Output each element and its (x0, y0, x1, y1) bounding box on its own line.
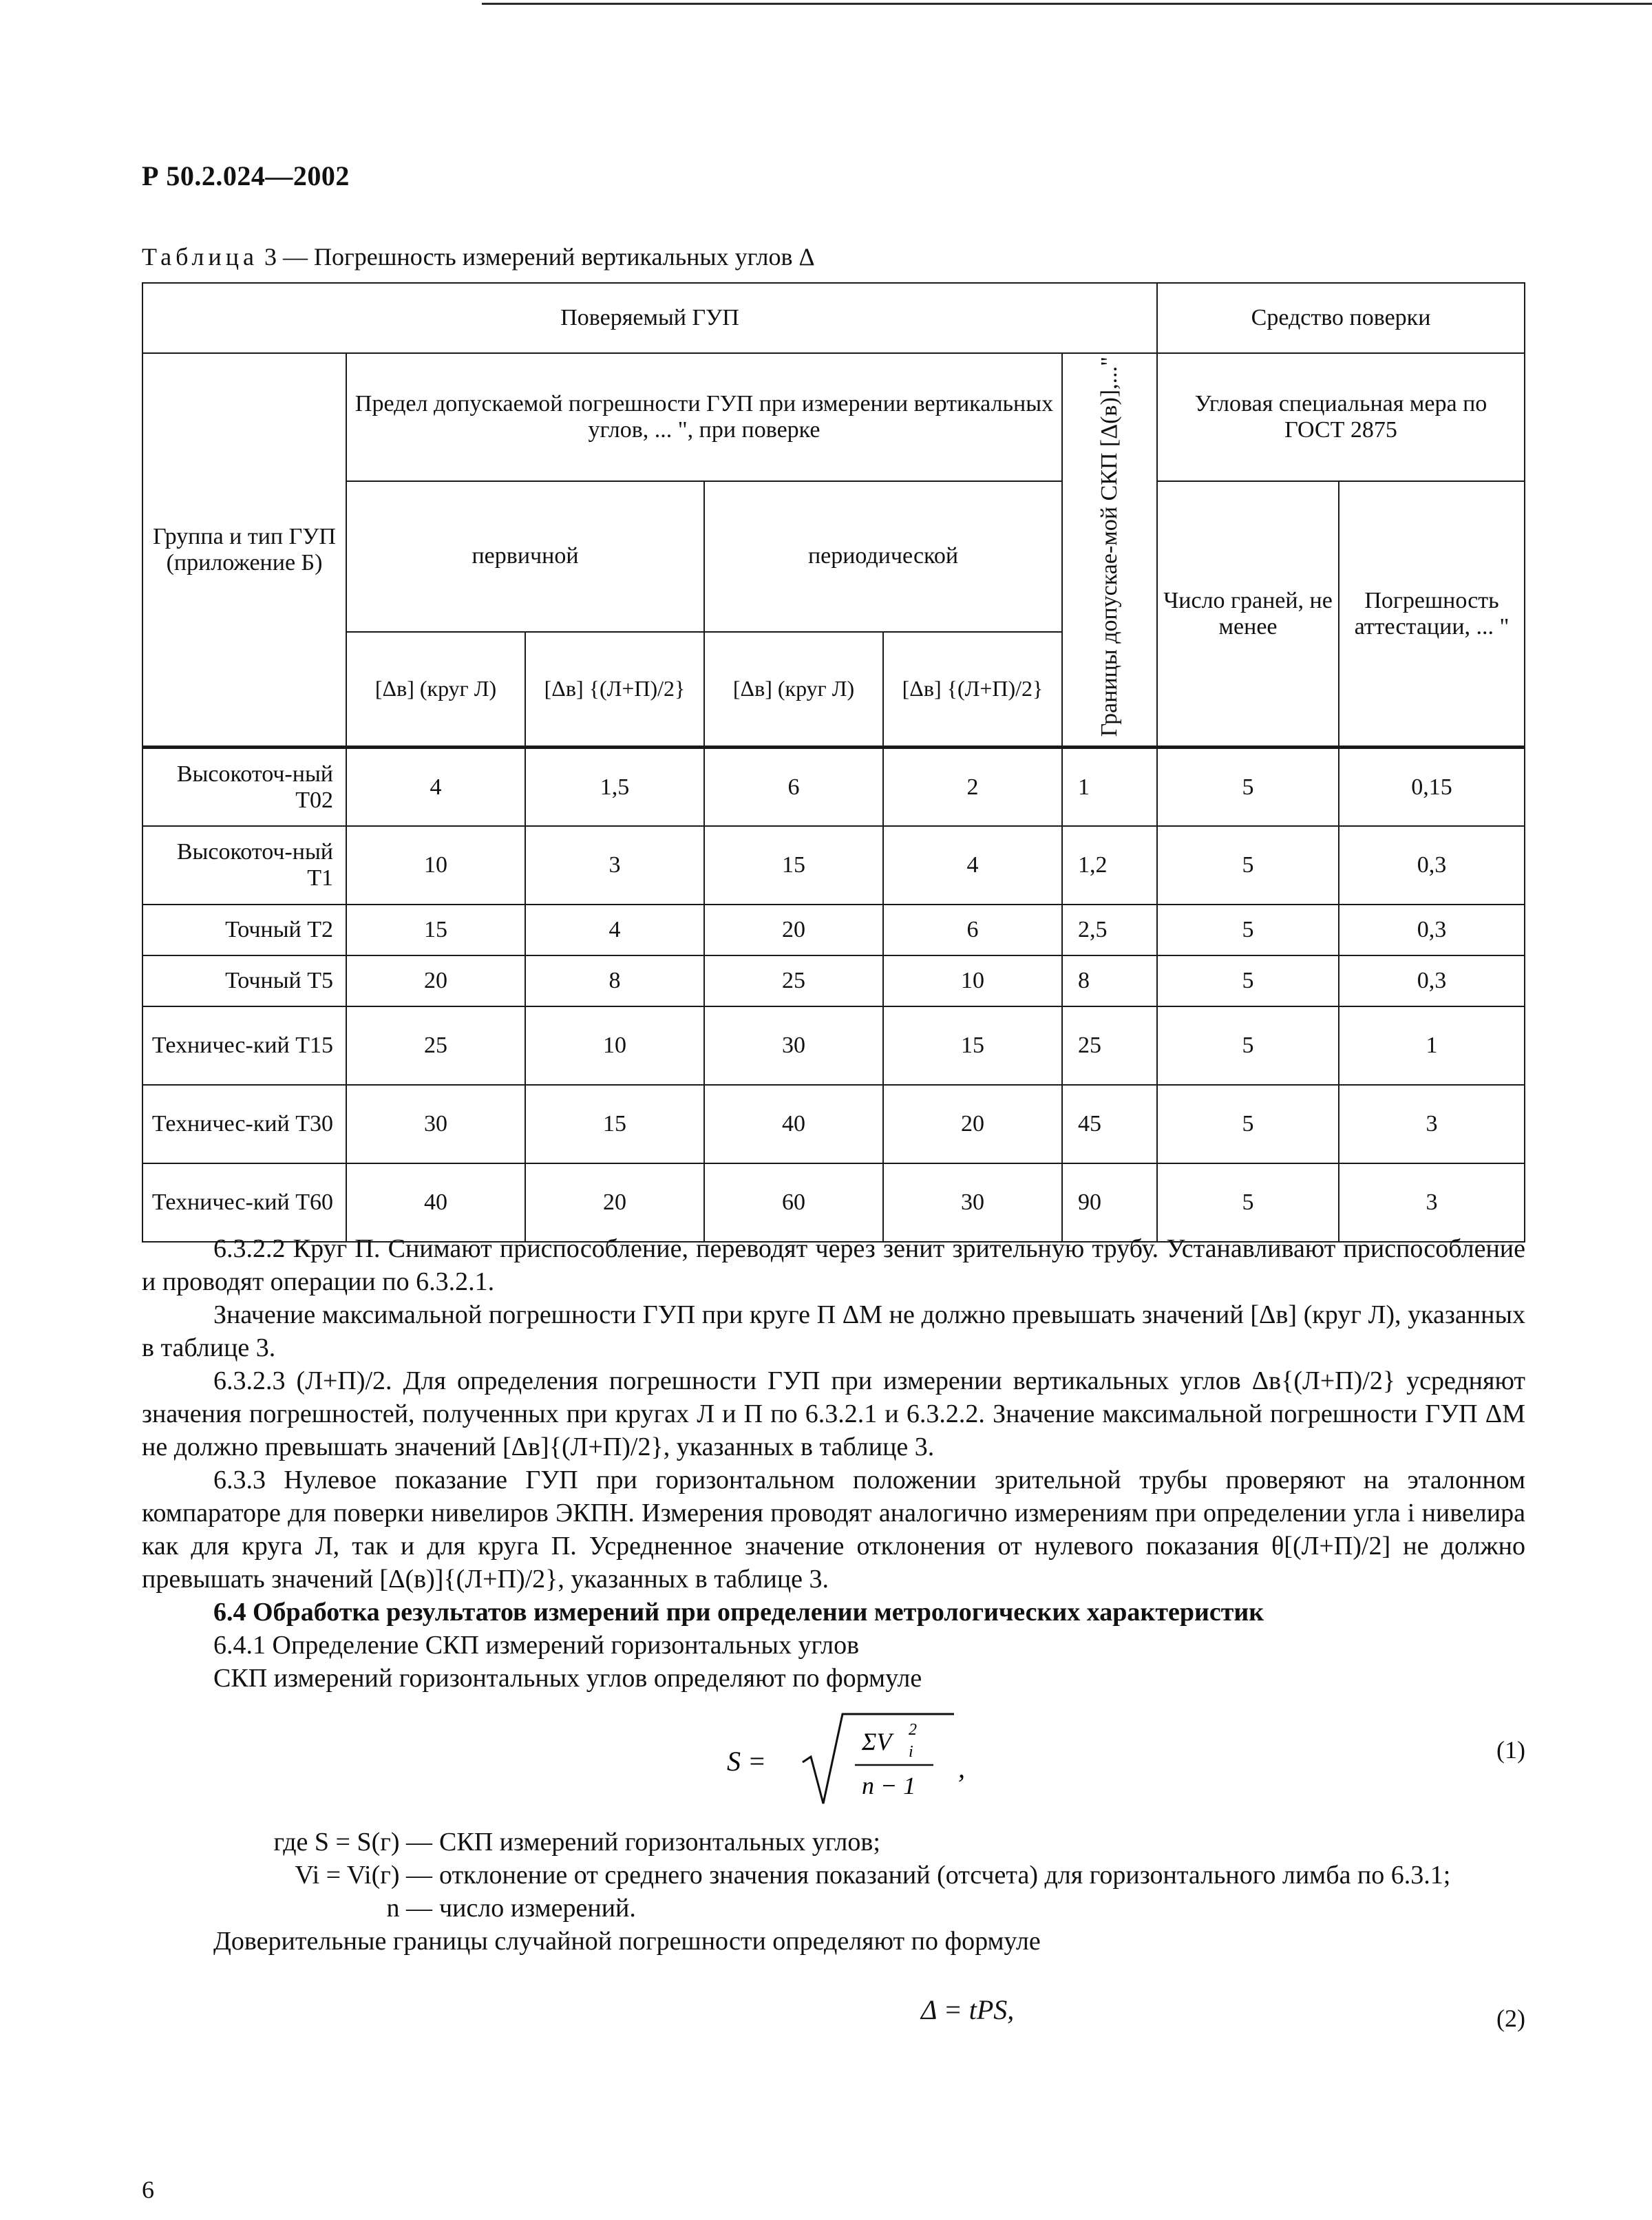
cell-group: Техничес-кий Т15 (142, 1006, 346, 1085)
cell-value: 2,5 (1062, 905, 1157, 955)
table-row (142, 955, 1525, 1006)
table-caption-title: 3 — Погрешность измерений вертикальных углов Δ (257, 243, 815, 271)
header-sub-4: [Δв] {(Л+П)/2} (883, 632, 1062, 748)
cell-value: 30 (346, 1085, 525, 1163)
cell-value: 3 (1339, 1085, 1525, 1163)
definition-text: число измерений. (439, 1894, 636, 1923)
cell-value: 20 (525, 1163, 704, 1242)
cell-value: 30 (883, 1163, 1062, 1242)
cell-value: 45 (1062, 1085, 1157, 1163)
formula-1-lhs: S = (727, 1746, 766, 1777)
cell-value: 6 (883, 905, 1062, 955)
cell-value: 6 (704, 748, 883, 826)
header-gup: Поверяемый ГУП (142, 283, 1157, 353)
definition-row (142, 1859, 1525, 1892)
symbol-definitions (142, 1826, 1525, 1925)
cell-value: 10 (883, 955, 1062, 1006)
header-means: Средство поверки (1157, 283, 1525, 353)
cell-value: 5 (1157, 826, 1339, 905)
table-row (142, 1163, 1525, 1242)
definition-symbol: где S = S(г) — (273, 1828, 432, 1857)
cell-value: 15 (525, 1085, 704, 1163)
cell-value: 15 (883, 1006, 1062, 1085)
header-faces: Число граней, не менее (1157, 481, 1339, 748)
cell-value: 4 (525, 905, 704, 955)
definition-text: отклонение от среднего значения показаний (отсчета) для горизонтального лимба по 6.3.1; (439, 1861, 1451, 1890)
cell-value: 20 (883, 1085, 1062, 1163)
cell-value: 25 (1062, 1006, 1157, 1085)
table-caption (142, 242, 815, 271)
paragraph-confidence-bounds: Доверительные границы случайной погрешности определяют по формуле (213, 1927, 1041, 1956)
formula-2-number: (2) (1496, 2005, 1525, 2032)
document-code: Р 50.2.024—2002 (142, 160, 350, 191)
cell-value: 10 (525, 1006, 704, 1085)
table-row (142, 1085, 1525, 1163)
table-row (142, 1006, 1525, 1085)
cell-value: 5 (1157, 955, 1339, 1006)
scan-top-edge (482, 3, 1652, 5)
table-row (142, 748, 1525, 826)
cell-value: 15 (346, 905, 525, 955)
table-row (142, 826, 1525, 905)
cell-value: 3 (1339, 1163, 1525, 1242)
header-primary: первичной (346, 481, 704, 632)
formula-1-number: (1) (1496, 1736, 1525, 1764)
cell-value: 0,15 (1339, 748, 1525, 826)
cell-value: 0,3 (1339, 826, 1525, 905)
cell-value: 5 (1157, 748, 1339, 826)
definition-row (142, 1826, 1525, 1859)
header-periodic: периодической (704, 481, 1062, 632)
header-sub-1: [Δв] (круг Л) (346, 632, 525, 748)
section-heading-6-4: 6.4 Обработка результатов измерений при определении метрологических характеристик (213, 1598, 1264, 1627)
cell-value: 20 (346, 955, 525, 1006)
cell-value: 5 (1157, 1163, 1339, 1242)
cell-value: 5 (1157, 1085, 1339, 1163)
definition-row (142, 1892, 1525, 1925)
cell-value: 20 (704, 905, 883, 955)
cell-value: 1,5 (525, 748, 704, 826)
paragraph-6-3-2-2: 6.3.2.2 Круг П. Снимают приспособление, переводят через зенит зрительную трубу. Устанавливают приспособление и проводят операции по 6.3.2.1. (142, 1234, 1525, 1296)
formula-1-sub: i (909, 1743, 913, 1761)
paragraph-formula-intro: СКП измерений горизонтальных углов определяют по формуле (213, 1664, 922, 1693)
header-sub-2: [Δв] {(Л+П)/2} (525, 632, 704, 748)
cell-value: 1 (1339, 1006, 1525, 1085)
page-number: 6 (142, 2176, 154, 2203)
cell-value: 25 (704, 955, 883, 1006)
cell-value: 8 (1062, 955, 1157, 1006)
cell-value: 40 (704, 1085, 883, 1163)
header-bounds: Границы допускае-мой СКП [Δ(в)],..." (1097, 357, 1123, 737)
formula-1-expression (727, 1709, 988, 1812)
definition-symbol: n — (386, 1894, 432, 1923)
cell-group: Техничес-кий Т60 (142, 1163, 346, 1242)
cell-value: 2 (883, 748, 1062, 826)
table-3 (142, 282, 1525, 1243)
cell-value: 4 (883, 826, 1062, 905)
cell-value: 60 (704, 1163, 883, 1242)
cell-value: 4 (346, 748, 525, 826)
paragraph-6-4-1: 6.4.1 Определение СКП измерений горизонтальных углов (213, 1631, 860, 1660)
paragraph-6-3-3: 6.3.3 Нулевое показание ГУП при горизонтальном положении зрительной трубы проверяют на эталонном компараторе для поверки нивелиров ЭКПН. Измерения проводят аналогично измерениям при определении угла i нивелира как для круга Л, так и для круга П. Усредненное значение отклонения от нулевого показания θ[(Л+П)/2] не должно превышать значений [Δ(в)]{(Л+П)/2}, указанных в таблице 3. (142, 1466, 1525, 1594)
body-text (142, 1232, 1525, 2047)
header-bounds-cell (1062, 353, 1157, 748)
definition-symbol: Vi = Vi(г) — (295, 1861, 432, 1890)
header-sub-3: [Δв] (круг Л) (704, 632, 883, 748)
cell-value: 5 (1157, 1006, 1339, 1085)
header-measure: Угловая специальная мера по ГОСТ 2875 (1157, 353, 1525, 481)
formula-2 (142, 1958, 1525, 2047)
formula-1-denominator: n − 1 (862, 1772, 916, 1799)
cell-group: Техничес-кий Т30 (142, 1085, 346, 1163)
cell-value: 90 (1062, 1163, 1157, 1242)
formula-1 (142, 1695, 1525, 1826)
cell-value: 8 (525, 955, 704, 1006)
cell-group: Высокоточ-ный Т1 (142, 826, 346, 905)
formula-1-sup: 2 (909, 1721, 917, 1739)
cell-value: 3 (525, 826, 704, 905)
cell-value: 5 (1157, 905, 1339, 955)
formula-2-expression: Δ = tPS, (921, 1994, 1015, 2025)
cell-value: 10 (346, 826, 525, 905)
cell-value: 0,3 (1339, 955, 1525, 1006)
cell-value: 1,2 (1062, 826, 1157, 905)
cell-group: Точный Т5 (142, 955, 346, 1006)
cell-group: Высокоточ-ный Т02 (142, 748, 346, 826)
cell-value: 1 (1062, 748, 1157, 826)
cell-group: Точный Т2 (142, 905, 346, 955)
table-caption-word: Таблица (142, 243, 258, 271)
paragraph-max-error-circle-r: Значение максимальной погрешности ГУП при круге П ΔМ не должно превышать значений [Δв] (круг Л), указанных в таблице 3. (142, 1300, 1525, 1362)
paragraph-6-3-2-3: 6.3.2.3 (Л+П)/2. Для определения погрешности ГУП при измерении вертикальных углов Δв{(Л+П)/2} усредняют значения погрешностей, полученных при кругах Л и П по 6.3.2.1 и 6.3.2.2. Значение максимальной погрешности ГУП ΔМ не должно превышать значений [Δв]{(Л+П)/2}, указанных в таблице 3. (142, 1366, 1525, 1461)
table-row (142, 905, 1525, 955)
cell-value: 30 (704, 1006, 883, 1085)
header-attest: Погрешность аттестации, ... " (1339, 481, 1525, 748)
definition-text: СКП измерений горизонтальных углов; (439, 1828, 880, 1857)
cell-value: 25 (346, 1006, 525, 1085)
header-group: Группа и тип ГУП (приложение Б) (142, 353, 346, 748)
cell-value: 0,3 (1339, 905, 1525, 955)
cell-value: 15 (704, 826, 883, 905)
cell-value: 40 (346, 1163, 525, 1242)
formula-1-comma: , (958, 1753, 965, 1784)
header-limit: Предел допускаемой погрешности ГУП при измерении вертикальных углов, ... ", при поверке (346, 353, 1062, 481)
formula-1-numerator: ΣV (862, 1728, 892, 1755)
